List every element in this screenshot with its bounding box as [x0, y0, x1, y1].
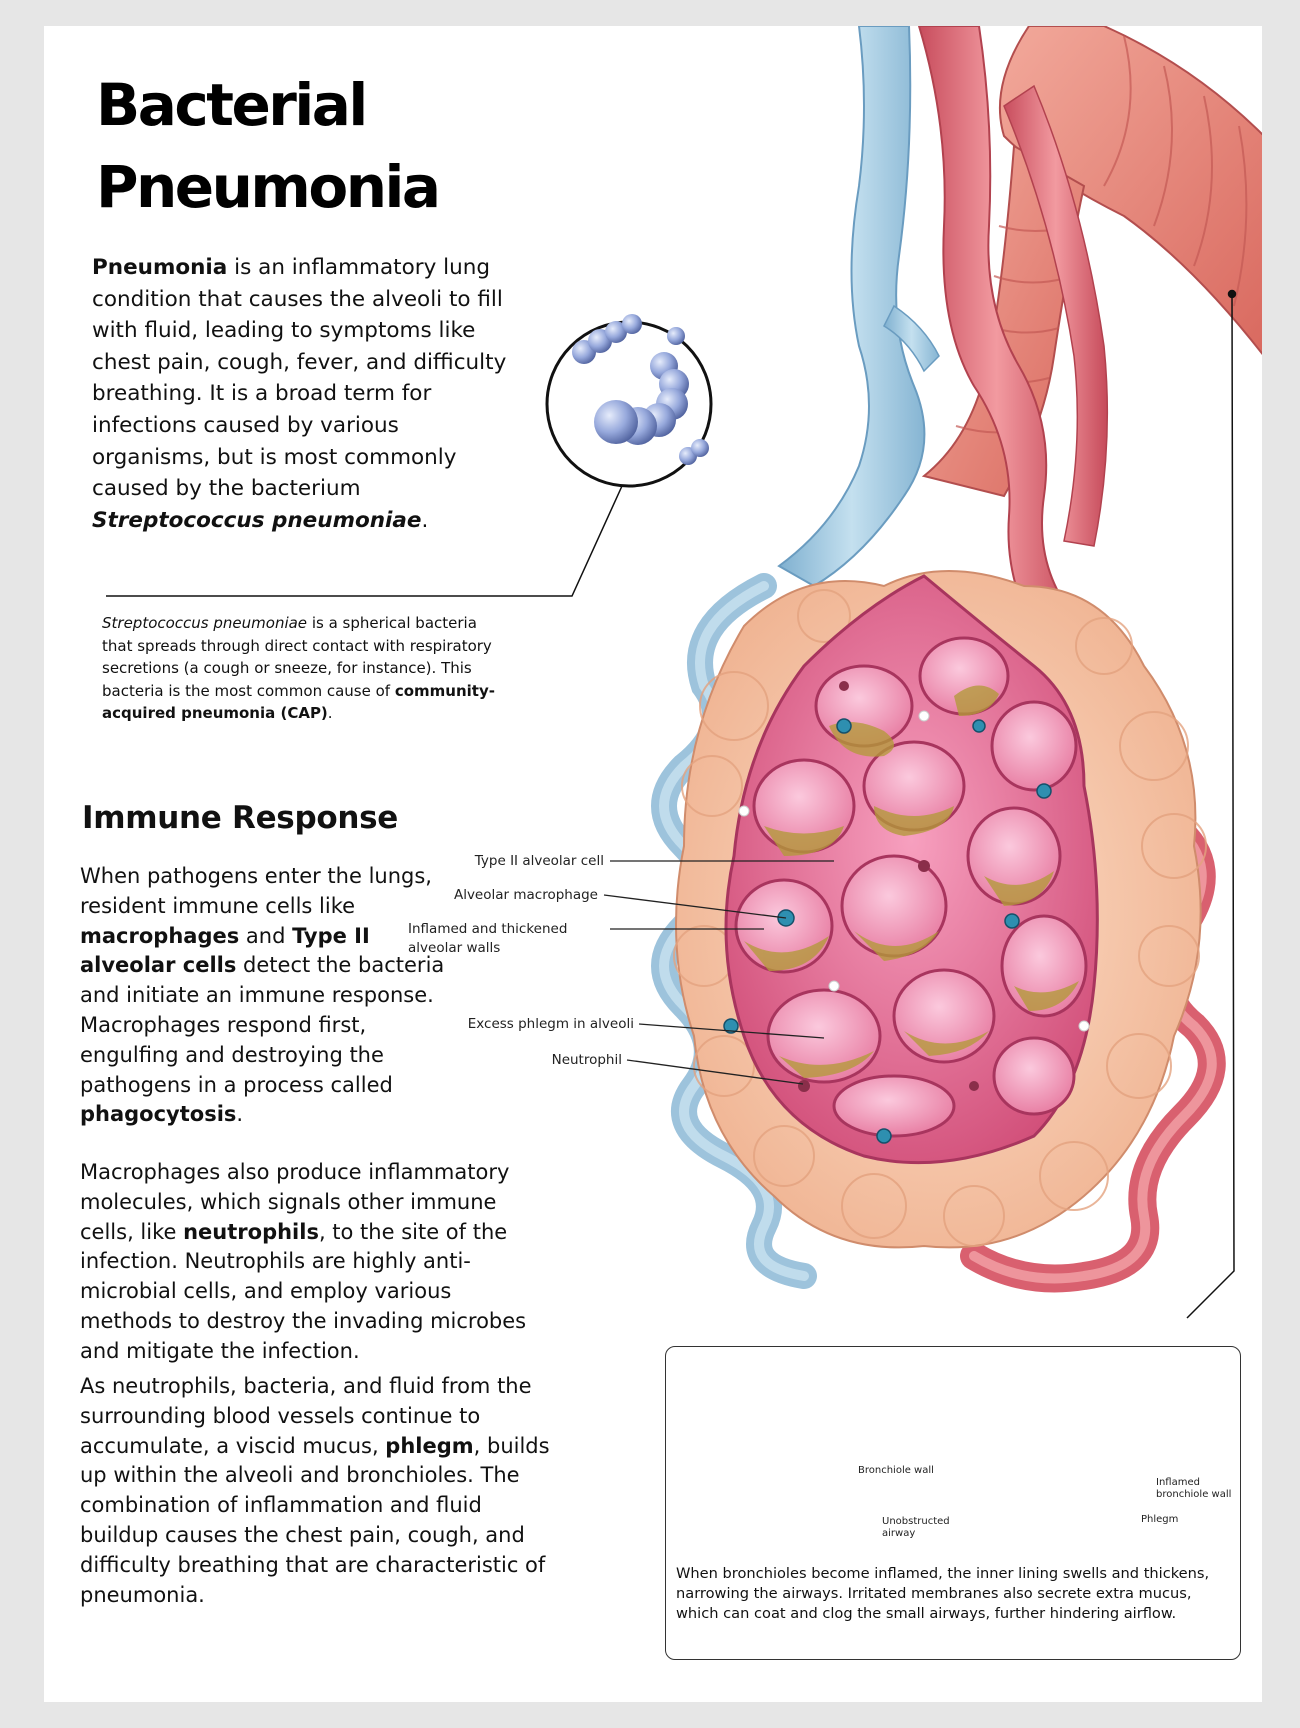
bacteria-note-text: is a spherical bacteria that spreads through direct contact with respiratory secretions (a cough or sneeze, for instance). This bacteria is the most common cause of [102, 614, 492, 700]
immune-heading: Immune Response [82, 800, 398, 836]
intro-paragraph [92, 252, 512, 536]
immune-paragraph-3 [80, 1372, 550, 1610]
p1-bold-macrophages: macrophages [80, 923, 240, 948]
p2-text-1: Macrophages also produce inflammatory molecules, which signals other immune cells, like [80, 1160, 510, 1244]
label-inflamed-wall: Inflamed bronchiole wall [1156, 1477, 1232, 1500]
p1-bold-type2: Type II alveolar cells [80, 923, 370, 978]
title-line-1: Bacterial [96, 71, 366, 139]
label-macrophage: Alveolar macrophage [453, 887, 598, 903]
p1-text-2: and [239, 923, 293, 948]
page-title [96, 64, 439, 228]
label-phlegm: Excess phlegm in alveoli [467, 1016, 634, 1032]
bacteria-note-cap: community-acquired pneumonia (CAP) [102, 681, 495, 722]
p1-text-3: detect the bacteria and initiate an immune response. Macrophages respond first, engulfing and destroying the pathogens in a process called [80, 953, 445, 1097]
label-bronchiole-wall: Bronchiole wall [858, 1465, 934, 1476]
label-inset-phlegm: Phlegm [1141, 1514, 1179, 1525]
p3-bold-phlegm: phlegm [385, 1433, 474, 1458]
p1-bold-phagocytosis: phagocytosis [80, 1102, 237, 1127]
label-alveolar-walls: Inflamed and thickened alveolar walls [408, 921, 568, 956]
p3-text-1: As neutrophils, bacteria, and fluid from the surrounding blood vessels continue to accumulate, a viscid mucus, [80, 1374, 532, 1458]
p1-text-1: When pathogens enter the lungs, resident immune cells like [80, 864, 432, 918]
bacteria-note-species: Streptococcus pneumoniae [102, 614, 308, 632]
p1-text-4: . [236, 1102, 244, 1127]
p2-bold-neutrophils: neutrophils [183, 1219, 319, 1244]
inset-caption: When bronchioles become inflamed, the inner lining swells and thickens, narrowing the airways. Irritated membranes also secrete extra mucus, which can coat and clog the small airways, further hindering airflow. [676, 1565, 1210, 1622]
bacteria-note-end: . [327, 704, 333, 722]
label-neutrophil: Neutrophil [551, 1052, 622, 1068]
intro-text: is an inflammatory lung condition that causes the alveoli to fill with fluid, leading to symptoms like chest pain, cough, fever, and difficulty breathing. It is a broad term for infections caused by various organisms, but is most commonly caused by the bacterium [92, 255, 507, 502]
bacteria-note [102, 612, 512, 725]
intro-end: . [421, 507, 429, 533]
label-unobstructed-airway: Unobstructed airway [882, 1516, 950, 1539]
poster-page [44, 26, 1262, 1702]
label-type2-cell: Type II alveolar cell [474, 853, 604, 869]
immune-paragraph-2 [80, 1158, 550, 1367]
title-line-2: Pneumonia [96, 153, 439, 221]
intro-term: Pneumonia [92, 255, 228, 280]
intro-bacterium: Streptococcus pneumoniae [92, 507, 422, 533]
p2-text-2: , to the site of the infection. Neutrophils are highly anti-microbial cells, and employ various methods to destroy the invading microbes and mitigate the infection. [80, 1219, 527, 1363]
p3-text-2: , builds up within the alveoli and bronchioles. The combination of inflammation and fluid buildup causes the chest pain, cough, and difficulty breathing that are characteristic of pneumonia. [80, 1433, 550, 1607]
